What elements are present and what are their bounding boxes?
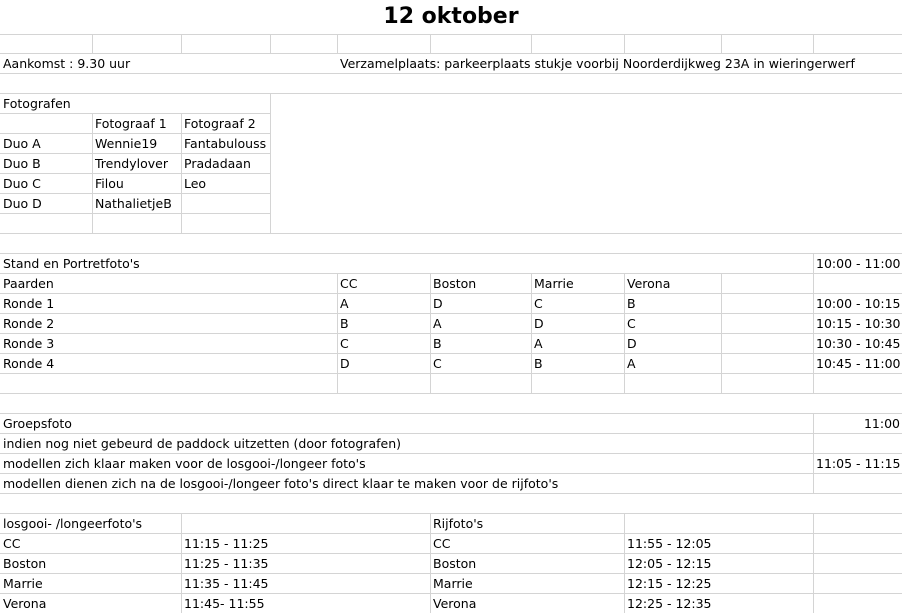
gridline xyxy=(531,273,532,393)
gridline xyxy=(181,113,182,233)
photographers-heading: Fotografen xyxy=(3,96,71,111)
round-cell: A xyxy=(534,336,543,351)
gridline xyxy=(181,34,182,54)
horses-label: Paarden xyxy=(3,276,54,291)
longe-time: 11:35 - 11:45 xyxy=(184,576,269,591)
photographer-2: Fantabulouss xyxy=(184,136,267,151)
duo-label: Duo C xyxy=(3,176,41,191)
gridline xyxy=(0,233,902,234)
longe-time: 11:15 - 11:25 xyxy=(184,536,269,551)
round-cell: B xyxy=(433,336,442,351)
gridline xyxy=(92,34,93,54)
round-cell: C xyxy=(627,316,636,331)
horse-header-marrie: Marrie xyxy=(534,276,574,291)
round-cell: D xyxy=(433,296,443,311)
riding-horse: Boston xyxy=(433,556,477,571)
gridline xyxy=(624,513,625,613)
gridline xyxy=(0,413,902,414)
gridline xyxy=(813,253,814,393)
group-time: 11:00 xyxy=(863,416,900,431)
round-label: Ronde 2 xyxy=(3,316,55,331)
riding-time: 12:15 - 12:25 xyxy=(627,576,712,591)
riding-time: 12:25 - 12:35 xyxy=(627,596,712,611)
riding-horse: Marrie xyxy=(433,576,473,591)
duo-label: Duo D xyxy=(3,196,42,211)
photographer-1: Trendylover xyxy=(95,156,168,171)
stand-heading: Stand en Portretfoto's xyxy=(3,256,140,271)
page-title: 12 oktober xyxy=(383,4,519,29)
group-note-3: modellen dienen zich na de losgooi-/longeer foto's direct klaar te maken voor de rijfoto's xyxy=(3,476,559,491)
gridline xyxy=(624,34,625,54)
duo-label: Duo B xyxy=(3,156,41,171)
longe-horse: Verona xyxy=(3,596,47,611)
gridline xyxy=(0,333,902,334)
longe-time: 11:25 - 11:35 xyxy=(184,556,269,571)
round-label: Ronde 4 xyxy=(3,356,55,371)
round-cell: A xyxy=(340,296,349,311)
group-note-1: indien nog niet gebeurd de paddock uitzetten (door fotografen) xyxy=(3,436,401,451)
duo-label: Duo A xyxy=(3,136,41,151)
meeting-point: Verzamelplaats: parkeerplaats stukje voorbij Noorderdijkweg 23A in wieringerwerf xyxy=(340,56,855,71)
riding-horse: Verona xyxy=(433,596,477,611)
riding-time: 12:05 - 12:15 xyxy=(627,556,712,571)
gridline xyxy=(430,513,431,613)
gridline xyxy=(0,373,902,374)
stand-time: 10:00 - 11:00 xyxy=(816,256,901,271)
gridline xyxy=(721,273,722,393)
photographer-1: NathalietjeB xyxy=(95,196,172,211)
round-time: 10:00 - 10:15 xyxy=(816,296,901,311)
gridline xyxy=(337,34,338,54)
longe-horse: CC xyxy=(3,536,21,551)
gridline xyxy=(337,273,338,393)
round-cell: C xyxy=(433,356,442,371)
photographer-col2-header: Fotograaf 2 xyxy=(184,116,256,131)
round-cell: B xyxy=(627,296,636,311)
group-heading: Groepsfoto xyxy=(3,416,72,431)
photographer-2: Pradadaan xyxy=(184,156,251,171)
gridline xyxy=(0,34,902,35)
riding-heading: Rijfoto's xyxy=(433,516,484,531)
round-label: Ronde 3 xyxy=(3,336,55,351)
round-time: 10:30 - 10:45 xyxy=(816,336,901,351)
gridline xyxy=(270,34,271,54)
round-cell: D xyxy=(340,356,350,371)
round-cell: D xyxy=(627,336,637,351)
longe-horse: Boston xyxy=(3,556,47,571)
gridline xyxy=(0,93,902,94)
round-cell: D xyxy=(534,316,544,331)
round-cell: C xyxy=(534,296,543,311)
riding-time: 11:55 - 12:05 xyxy=(627,536,712,551)
spreadsheet-grid xyxy=(0,34,902,613)
round-cell: B xyxy=(534,356,543,371)
gridline xyxy=(624,273,625,393)
gridline xyxy=(181,513,182,613)
horse-header-boston: Boston xyxy=(433,276,477,291)
round-cell: A xyxy=(627,356,636,371)
round-time: 10:15 - 10:30 xyxy=(816,316,901,331)
longe-heading: losgooi- /longeerfoto's xyxy=(3,516,143,531)
round-cell: C xyxy=(340,336,349,351)
gridline xyxy=(0,353,902,354)
gridline xyxy=(0,393,902,394)
group-note-2-time: 11:05 - 11:15 xyxy=(816,456,901,471)
longe-time: 11:45- 11:55 xyxy=(184,596,265,611)
gridline xyxy=(270,93,271,233)
arrival-time: Aankomst : 9.30 uur xyxy=(3,56,131,71)
photographer-1: Wennie19 xyxy=(95,136,158,151)
photographer-1: Filou xyxy=(95,176,124,191)
gridline xyxy=(813,34,814,54)
gridline xyxy=(721,34,722,54)
photographer-col1-header: Fotograaf 1 xyxy=(95,116,167,131)
gridline xyxy=(531,34,532,54)
gridline xyxy=(0,313,902,314)
gridline xyxy=(430,34,431,54)
gridline xyxy=(430,273,431,393)
horse-header-verona: Verona xyxy=(627,276,671,291)
round-label: Ronde 1 xyxy=(3,296,55,311)
horse-header-cc: CC xyxy=(340,276,358,291)
group-note-2: modellen zich klaar maken voor de losgooi-/longeer foto's xyxy=(3,456,366,471)
round-time: 10:45 - 11:00 xyxy=(816,356,901,371)
gridline xyxy=(813,513,814,613)
photographer-2: Leo xyxy=(184,176,207,191)
longe-horse: Marrie xyxy=(3,576,43,591)
gridline xyxy=(92,113,93,233)
round-cell: A xyxy=(433,316,442,331)
riding-horse: CC xyxy=(433,536,451,551)
round-cell: B xyxy=(340,316,349,331)
